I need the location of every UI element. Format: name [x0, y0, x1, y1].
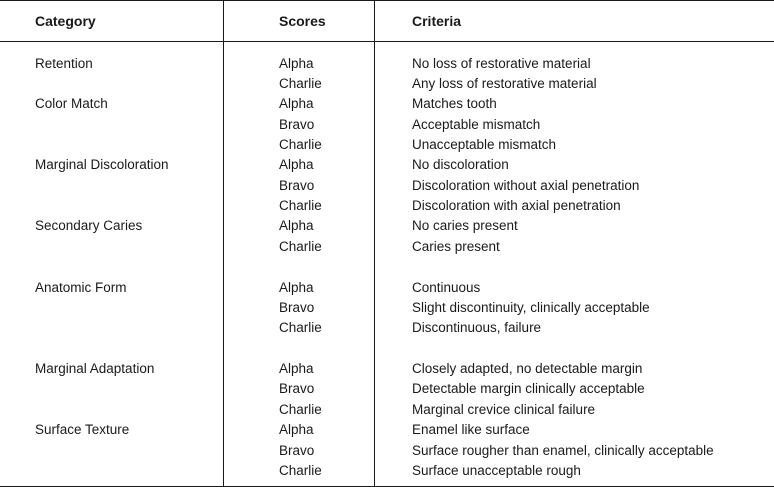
score-cell: Bravo [279, 178, 315, 193]
score-cell: Alpha [279, 422, 314, 437]
table-row [0, 402, 774, 422]
table-row [0, 381, 774, 401]
criteria-cell: Surface rougher than enamel, clinically acceptable [412, 443, 714, 458]
header-scores: Scores [279, 13, 326, 29]
score-cell: Charlie [279, 463, 322, 478]
criteria-cell: No discoloration [412, 157, 509, 172]
score-cell: Alpha [279, 361, 314, 376]
score-cell: Bravo [279, 381, 315, 396]
category-cell: Retention [35, 56, 93, 71]
criteria-cell: No caries present [412, 218, 518, 233]
criteria-cell: Closely adapted, no detectable margin [412, 361, 643, 376]
score-cell: Bravo [279, 300, 315, 315]
table-row [0, 422, 774, 442]
category-cell: Color Match [35, 96, 108, 111]
score-cell: Charlie [279, 239, 322, 254]
criteria-cell: Surface unacceptable rough [412, 463, 581, 478]
criteria-cell: Acceptable mismatch [412, 117, 541, 132]
category-cell: Surface Texture [35, 422, 130, 437]
score-cell: Bravo [279, 443, 315, 458]
score-cell: Charlie [279, 137, 322, 152]
score-cell: Charlie [279, 198, 322, 213]
criteria-cell: Discoloration with axial penetration [412, 198, 621, 213]
criteria-cell: Discoloration without axial penetration [412, 178, 640, 193]
category-cell: Secondary Caries [35, 218, 143, 233]
score-cell: Alpha [279, 56, 314, 71]
header-category: Category [35, 13, 96, 29]
table-row [0, 137, 774, 157]
score-cell: Charlie [279, 402, 322, 417]
table-row [0, 178, 774, 198]
table-row [0, 300, 774, 320]
table-row [0, 463, 774, 483]
table-row [0, 361, 774, 381]
table-row [0, 280, 774, 300]
score-cell: Alpha [279, 157, 314, 172]
criteria-cell: Unacceptable mismatch [412, 137, 557, 152]
criteria-cell: Continuous [412, 280, 481, 295]
criteria-cell: Any loss of restorative material [412, 76, 597, 91]
table-row [0, 443, 774, 463]
score-cell: Alpha [279, 96, 314, 111]
criteria-cell: Enamel like surface [412, 422, 530, 437]
score-cell: Charlie [279, 76, 322, 91]
criteria-cell: Slight discontinuity, clinically acceptable [412, 300, 650, 315]
table-row [0, 157, 774, 177]
header-divider [0, 41, 774, 42]
table-row [0, 56, 774, 76]
table-top-border [0, 0, 774, 1]
criteria-cell: Detectable margin clinically acceptable [412, 381, 645, 396]
criteria-cell: Discontinuous, failure [412, 320, 542, 335]
header-criteria: Criteria [412, 13, 462, 29]
table-row [0, 117, 774, 137]
score-cell: Alpha [279, 218, 314, 233]
criteria-cell: No loss of restorative material [412, 56, 591, 71]
category-cell: Marginal Adaptation [35, 361, 155, 376]
category-cell: Marginal Discoloration [35, 157, 169, 172]
criteria-cell: Matches tooth [412, 96, 497, 111]
criteria-cell: Caries present [412, 239, 500, 254]
table-row [0, 320, 774, 340]
criteria-cell: Marginal crevice clinical failure [412, 402, 596, 417]
category-cell: Anatomic Form [35, 280, 127, 295]
score-cell: Bravo [279, 117, 315, 132]
table-row [0, 218, 774, 238]
table-row [0, 239, 774, 259]
score-cell: Alpha [279, 280, 314, 295]
score-cell: Charlie [279, 320, 322, 335]
table-row [0, 96, 774, 116]
table-row [0, 76, 774, 96]
table-row [0, 198, 774, 218]
